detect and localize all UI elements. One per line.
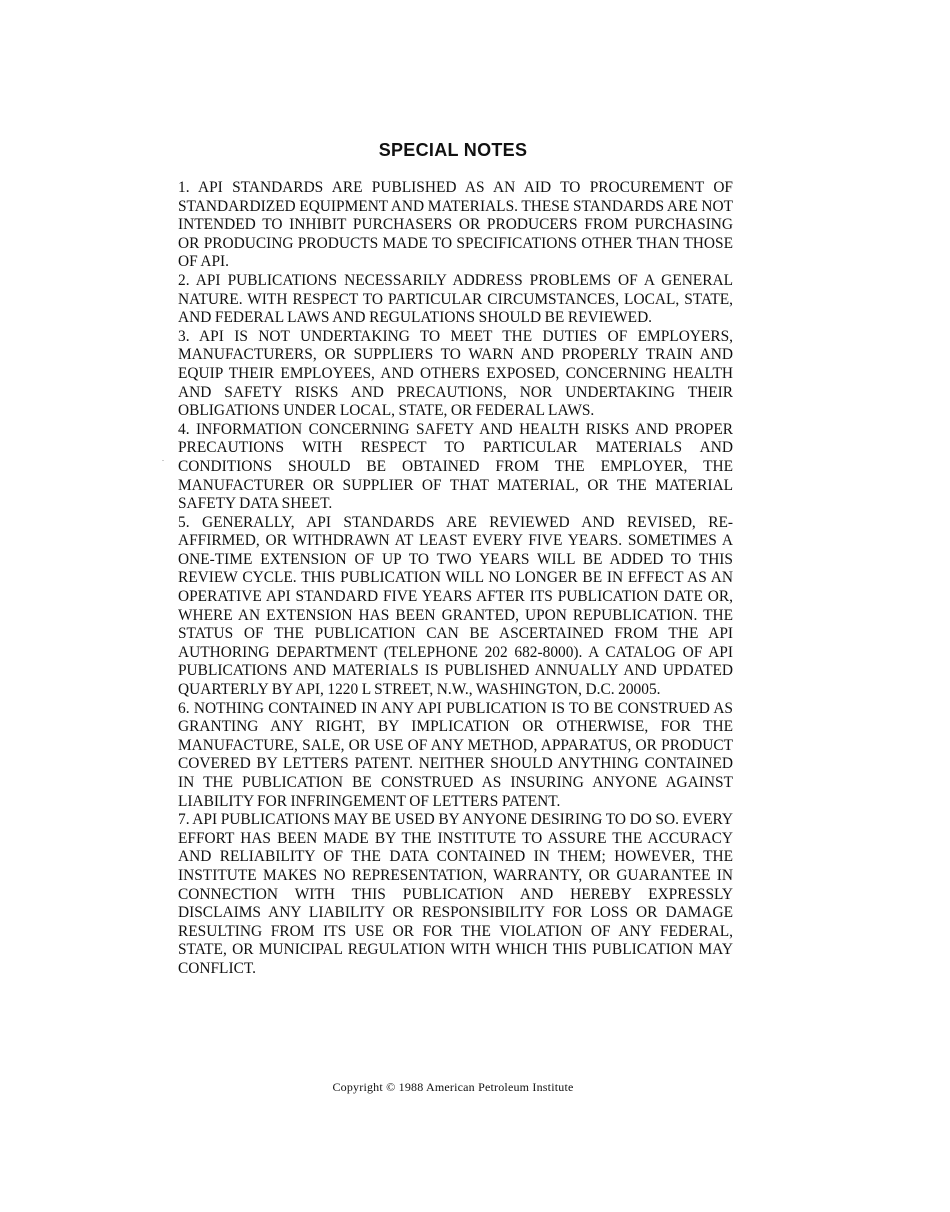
note-5: 5. GENERALLY, API STANDARDS ARE REVIEWED AND REVISED, REAFFIRMED, OR WITHDRAWN AT LEAST EVERY FIVE YEARS. SOMETIMES A ONE-TIME EXTENSION OF UP TO TWO YEARS WILL BE ADDED TO THIS REVIEW CYCLE. THIS PUBLICATION WILL NO LONGER BE IN EFFECT AS AN OPERATIVE API STANDARD FIVE YEARS AFTER ITS PUBLICATION DATE OR, WHERE AN EXTENSION HAS BEEN GRANTED, UPON REPUBLICATION. THE STATUS OF THE PUBLICATION CAN BE ASCERTAINED FROM THE API AUTHORING DEPARTMENT (TELEPHONE 202 682-8000). A CATALOG OF API PUBLICATIONS AND MATERIALS IS PUBLISHED ANNUALLY AND UPDATED QUARTERLY BY API, 1220 L STREET, N.W., WASHINGTON, D.C. 20005. xyxy=(178,513,733,699)
note-7: 7. API PUBLICATIONS MAY BE USED BY ANYONE DESIRING TO DO SO. EVERY EFFORT HAS BEEN MADE BY THE INSTITUTE TO ASSURE THE ACCURACY AND RELIABILITY OF THE DATA CONTAINED IN THEM; HOWEVER, THE INSTITUTE MAKES NO REPRESENTATION, WARRANTY, OR GUARANTEE IN CONNECTION WITH THIS PUBLICATION AND HEREBY EXPRESSLY DISCLAIMS ANY LIABILITY OR RESPONSIBILITY FOR LOSS OR DAMAGE RESULTING FROM ITS USE OR FOR THE VIOLATION OF ANY FEDERAL, STATE, OR MUNICIPAL REGULATION WITH WHICH THIS PUBLICATION MAY CONFLICT. xyxy=(178,811,733,977)
note-4: 4. INFORMATION CONCERNING SAFETY AND HEALTH RISKS AND PROPER PRECAUTIONS WITH RESPECT TO PARTICULAR MATERIALS AND CONDITIONS SHOULD BE OBTAINED FROM THE EMPLOYER, THE MANUFACTURER OR SUPPLIER OF THAT MATERIAL, OR THE MATERIAL SAFETY DATA SHEET. xyxy=(178,420,733,513)
copyright-notice: Copyright © 1988 American Petroleum Institute xyxy=(332,1080,574,1094)
scan-speck xyxy=(162,460,164,461)
note-3: 3. API IS NOT UNDERTAKING TO MEET THE DUTIES OF EMPLOYERS, MANUFACTURERS, OR SUPPLIERS TO WARN AND PROPERLY TRAIN AND EQUIP THEIR EMPLOYEES, AND OTHERS EXPOSED, CONCERNING HEALTH AND SAFETY RISKS AND PRECAUTIONS, NOR UNDERTAKING THEIR OBLIGATIONS UNDER LOCAL, STATE, OR FEDERAL LAWS. xyxy=(178,327,733,420)
note-2: 2. API PUBLICATIONS NECESSARILY ADDRESS PROBLEMS OF A GENERAL NATURE. WITH RESPECT TO PARTICULAR CIRCUMSTANCES, LOCAL, STATE, AND FEDERAL LAWS AND REGULATIONS SHOULD BE REVIEWED. xyxy=(178,271,733,327)
page-title: SPECIAL NOTES xyxy=(378,140,528,160)
special-notes-list xyxy=(178,179,733,979)
note-1: 1. API STANDARDS ARE PUBLISHED AS AN AID TO PROCUREMENT OF STANDARDIZED EQUIPMENT AND MATERIALS. THESE STANDARDS ARE NOT INTENDED TO INHIBIT PURCHASERS OR PRODUCERS FROM PURCHASING OR PRODUCING PRODUCTS MADE TO SPECIFICATIONS OTHER THAN THOSE OF API. xyxy=(178,179,733,271)
note-6: 6. NOTHING CONTAINED IN ANY API PUBLICATION IS TO BE CONSTRUED AS GRANTING ANY RIGHT, BY IMPLICATION OR OTHERWISE, FOR THE MANUFACTURE, SALE, OR USE OF ANY METHOD, APPARATUS, OR PRODUCT COVERED BY LETTERS PATENT. NEITHER SHOULD ANYTHING CONTAINED IN THE PUBLICATION BE CONSTRUED AS INSURING ANYONE AGAINST LIABILITY FOR INFRINGEMENT OF LETTERS PATENT. xyxy=(178,699,733,810)
